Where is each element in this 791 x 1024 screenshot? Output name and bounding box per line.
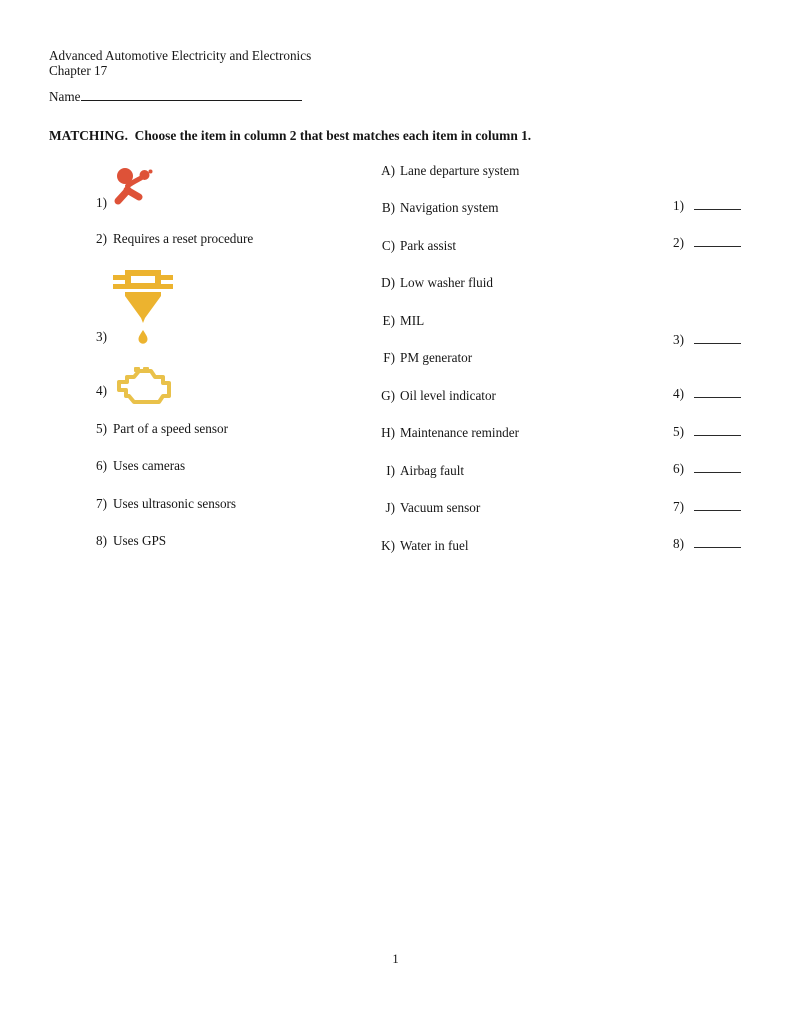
option-letter: J) bbox=[385, 500, 395, 515]
answer-number: 5) bbox=[673, 424, 684, 439]
answer-blank-5[interactable] bbox=[694, 421, 741, 436]
option-D bbox=[373, 275, 493, 290]
item-number: 6) bbox=[96, 458, 107, 473]
option-label: Maintenance reminder bbox=[400, 425, 519, 440]
matching-item-5 bbox=[87, 421, 228, 436]
option-label: MIL bbox=[400, 313, 425, 328]
item-label: Uses ultrasonic sensors bbox=[113, 496, 237, 511]
option-G bbox=[373, 388, 496, 403]
answer-number: 8) bbox=[673, 536, 684, 551]
answer-blank-6[interactable] bbox=[694, 458, 741, 473]
item-number: 5) bbox=[96, 421, 107, 436]
option-letter: G) bbox=[381, 388, 395, 403]
option-label: Low washer fluid bbox=[400, 275, 494, 290]
matching-item-7 bbox=[87, 496, 236, 511]
answer-number: 3) bbox=[673, 332, 684, 347]
water-in-fuel-icon bbox=[112, 266, 174, 352]
item-number: 3) bbox=[96, 329, 107, 344]
item-label: Uses cameras bbox=[113, 458, 186, 473]
item-number: 4) bbox=[96, 383, 107, 398]
matching-item-6 bbox=[87, 458, 185, 473]
answer-row-2 bbox=[664, 232, 741, 250]
answer-blank-4[interactable] bbox=[694, 383, 741, 398]
course-title: Advanced Automotive Electricity and Electronics bbox=[49, 48, 312, 63]
option-letter: H) bbox=[381, 425, 395, 440]
answer-blank-1[interactable] bbox=[694, 195, 741, 210]
answer-blank-3[interactable] bbox=[694, 329, 741, 344]
option-I bbox=[373, 463, 464, 478]
answer-blank-8[interactable] bbox=[694, 533, 741, 548]
item-number: 8) bbox=[96, 533, 107, 548]
option-label: Airbag fault bbox=[400, 463, 465, 478]
answer-number: 2) bbox=[673, 235, 684, 250]
option-letter: F) bbox=[383, 350, 395, 365]
matching-item-1 bbox=[87, 195, 113, 210]
option-letter: C) bbox=[381, 238, 395, 253]
name-label: Name bbox=[49, 89, 81, 104]
option-J bbox=[373, 500, 480, 515]
name-input-line[interactable] bbox=[81, 86, 302, 101]
name-row bbox=[49, 86, 302, 105]
answer-row-6 bbox=[664, 458, 741, 476]
option-label: Lane departure system bbox=[400, 163, 520, 178]
matching-instructions: MATCHING. Choose the item in column 2 that best matches each item in column 1. bbox=[49, 128, 532, 143]
answer-number: 4) bbox=[673, 386, 684, 401]
item-label: Requires a reset procedure bbox=[113, 231, 254, 246]
option-letter: I) bbox=[386, 463, 395, 478]
answer-number: 7) bbox=[673, 499, 684, 514]
option-K bbox=[373, 538, 469, 553]
option-label: Vacuum sensor bbox=[400, 500, 481, 515]
option-letter: B) bbox=[381, 200, 395, 215]
item-number: 2) bbox=[96, 231, 107, 246]
answer-number: 1) bbox=[673, 198, 684, 213]
answer-row-1 bbox=[664, 195, 741, 213]
option-F bbox=[373, 350, 472, 365]
item-label: Part of a speed sensor bbox=[113, 421, 228, 436]
answer-row-8 bbox=[664, 533, 741, 551]
option-letter: K) bbox=[381, 538, 395, 553]
chapter-title: Chapter 17 bbox=[49, 63, 108, 78]
item-label: Uses GPS bbox=[113, 533, 167, 548]
option-label: Oil level indicator bbox=[400, 388, 496, 403]
matching-item-2 bbox=[87, 231, 253, 246]
option-E bbox=[373, 313, 424, 328]
matching-item-8 bbox=[87, 533, 166, 548]
option-H bbox=[373, 425, 519, 440]
option-B bbox=[373, 200, 499, 215]
answer-blank-7[interactable] bbox=[694, 496, 741, 511]
option-label: Navigation system bbox=[400, 200, 499, 215]
option-label: PM generator bbox=[400, 350, 473, 365]
check-engine-icon bbox=[109, 366, 173, 410]
option-letter: E) bbox=[382, 313, 395, 328]
answer-row-7 bbox=[664, 496, 741, 514]
airbag-warning-icon bbox=[112, 166, 154, 212]
answer-row-4 bbox=[664, 383, 741, 401]
page-number: 1 bbox=[392, 952, 399, 966]
item-number: 7) bbox=[96, 496, 107, 511]
option-letter: A) bbox=[381, 163, 395, 178]
item-number: 1) bbox=[96, 195, 107, 210]
matching-item-3 bbox=[87, 329, 113, 344]
answer-row-5 bbox=[664, 421, 741, 439]
option-C bbox=[373, 238, 456, 253]
option-label: Water in fuel bbox=[400, 538, 469, 553]
option-letter: D) bbox=[381, 275, 395, 290]
option-A bbox=[373, 163, 519, 178]
option-label: Park assist bbox=[400, 238, 457, 253]
answer-blank-2[interactable] bbox=[694, 232, 741, 247]
answer-row-3 bbox=[664, 329, 741, 347]
answer-number: 6) bbox=[673, 461, 684, 476]
